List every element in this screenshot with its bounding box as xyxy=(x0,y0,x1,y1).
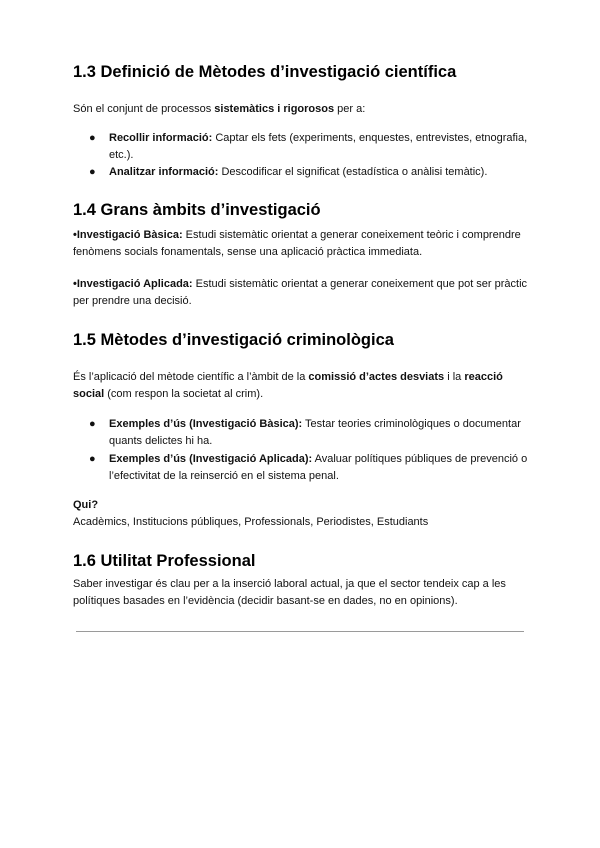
section-1-3-intro-post: per a: xyxy=(334,103,366,115)
list-item-label: Recollir informació: xyxy=(109,132,213,144)
horizontal-divider xyxy=(76,631,524,632)
list-item xyxy=(73,451,533,485)
section-1-5-intro-bold-2: reacció social xyxy=(73,371,503,400)
section-1-6-text: Saber investigar és clau per a la inserció laboral actual, ja que el sector tendeix cap a les polítiques basades en l’evidència (decidir basant-se en dades, no en opinions). xyxy=(73,578,506,607)
section-1-3-list xyxy=(73,130,533,181)
section-1-4-title: 1.4 Grans àmbits d’investigació xyxy=(73,201,321,219)
section-1-4-applied xyxy=(73,276,533,310)
section-1-3-intro-bold: sistemàtics i rigorosos xyxy=(214,103,335,115)
list-item-text: Avaluar polítiques públiques de prevenció o l’efectivitat de la reinserció en el sistema penal. xyxy=(109,453,528,482)
applied-research-text: Estudi sistemàtic orientat a generar coneixement que pot ser pràctic per prendre una decisió. xyxy=(73,278,528,307)
section-1-3-title: 1.3 Definició de Mètodes d’investigació científica xyxy=(73,63,457,81)
section-1-6-title: 1.6 Utilitat Professional xyxy=(73,552,256,570)
basic-research-label: •Investigació Bàsica: xyxy=(73,229,183,241)
list-item xyxy=(73,130,533,164)
section-1-5-title: 1.5 Mètodes d’investigació criminològica xyxy=(73,331,394,349)
bullet-icon: ● xyxy=(89,132,96,144)
list-item-text: Descodificar el significat (estadística o anàlisi temàtic). xyxy=(218,166,488,178)
section-1-5-intro-post: (com respon la societat al crim). xyxy=(104,388,264,400)
list-item xyxy=(73,164,533,181)
section-1-4-basic xyxy=(73,227,533,261)
list-item-label: Exemples d’ús (Investigació Aplicada): xyxy=(109,453,313,465)
list-item xyxy=(73,416,533,450)
basic-research-text: Estudi sistemàtic orientat a generar coneixement teòric i comprendre fenòmens socials fonamentals, sense una aplicació pràctica immediata. xyxy=(73,229,521,258)
who-label-line xyxy=(73,497,533,514)
bullet-icon: ● xyxy=(89,418,96,430)
section-1-5-intro-mid: i la xyxy=(444,371,465,383)
section-1-3-intro xyxy=(73,101,533,118)
section-1-5-list xyxy=(73,416,533,485)
list-item-text: Captar els fets (experiments, enquestes, entrevistes, etnografia, etc.). xyxy=(109,132,528,161)
list-item-label: Analitzar informació: xyxy=(109,166,219,178)
document-content xyxy=(73,62,533,610)
applied-research-label: •Investigació Aplicada: xyxy=(73,278,193,290)
bullet-icon: ● xyxy=(89,166,96,178)
bullet-icon: ● xyxy=(89,453,96,465)
section-1-3-intro-pre: Són el conjunt de processos xyxy=(73,103,215,115)
who-text: Acadèmics, Institucions públiques, Professionals, Periodistes, Estudiants xyxy=(73,516,429,528)
list-item-text: Testar teories criminològiques o documentar quants delictes hi ha. xyxy=(109,418,521,447)
section-1-5-intro xyxy=(73,369,533,403)
who-label: Qui? xyxy=(73,499,99,511)
list-item-label: Exemples d’ús (Investigació Bàsica): xyxy=(109,418,303,430)
section-1-5-intro-pre: És l’aplicació del mètode científic a l’àmbit de la xyxy=(73,371,309,383)
section-1-5-intro-bold-1: comissió d’actes desviats xyxy=(308,371,445,383)
